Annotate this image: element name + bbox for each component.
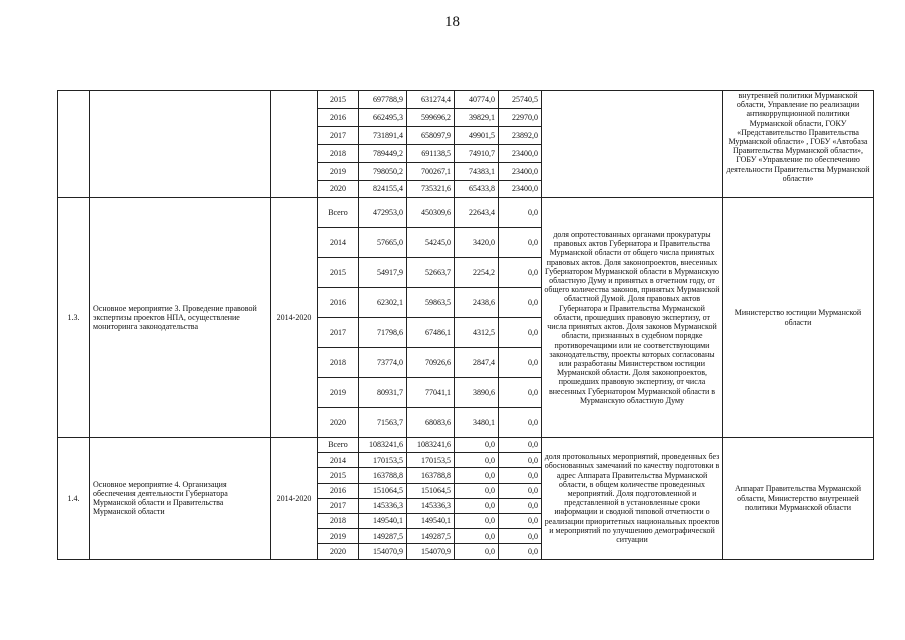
executor: внутренней политики Мурманской области, Управление по реализации антикоррупционной политики Мурманской области, ГОКУ «Представительство Правительства Мурманской области» , ГОБУ «Автобаза Правительства Мурманской области», ГОБУ «Управление по обеспечению деятельности Правительства Мурманской области» bbox=[723, 91, 874, 198]
total-cell: 145336,3 bbox=[359, 498, 407, 513]
activity-name bbox=[90, 91, 271, 198]
year-cell: 2016 bbox=[318, 288, 359, 318]
page-number: 18 bbox=[445, 14, 460, 30]
fund2-cell: 0,0 bbox=[455, 498, 499, 513]
fund1-cell: 54245,0 bbox=[407, 228, 455, 258]
fund2-cell: 0,0 bbox=[455, 513, 499, 528]
fund3-cell: 0,0 bbox=[499, 198, 542, 228]
fund3-cell: 0,0 bbox=[499, 438, 542, 453]
total-cell: 170153,5 bbox=[359, 453, 407, 468]
total-cell: 1083241,6 bbox=[359, 438, 407, 453]
fund2-cell: 2254,2 bbox=[455, 258, 499, 288]
fund1-cell: 599696,2 bbox=[407, 109, 455, 127]
fund2-cell: 0,0 bbox=[455, 529, 499, 544]
fund3-cell: 0,0 bbox=[499, 288, 542, 318]
fund2-cell: 4312,5 bbox=[455, 318, 499, 348]
fund2-cell: 39829,1 bbox=[455, 109, 499, 127]
fund1-cell: 145336,3 bbox=[407, 498, 455, 513]
total-cell: 149287,5 bbox=[359, 529, 407, 544]
total-cell: 149540,1 bbox=[359, 513, 407, 528]
year-cell: 2016 bbox=[318, 483, 359, 498]
fund1-cell: 1083241,6 bbox=[407, 438, 455, 453]
period bbox=[271, 91, 318, 198]
activity-name: Основное мероприятие 4. Организация обеспечения деятельности Губернатора Мурманской области и Правительства Мурманской области bbox=[90, 438, 271, 560]
fund2-cell: 2438,6 bbox=[455, 288, 499, 318]
total-cell: 73774,0 bbox=[359, 348, 407, 378]
fund1-cell: 154070,9 bbox=[407, 544, 455, 559]
period: 2014-2020 bbox=[271, 198, 318, 438]
fund3-cell: 0,0 bbox=[499, 483, 542, 498]
fund2-cell: 22643,4 bbox=[455, 198, 499, 228]
fund3-cell: 0,0 bbox=[499, 258, 542, 288]
year-cell: 2014 bbox=[318, 453, 359, 468]
program-table bbox=[57, 90, 874, 560]
fund2-cell: 74910,7 bbox=[455, 145, 499, 163]
total-cell: 163788,8 bbox=[359, 468, 407, 483]
item-number: 1.4. bbox=[58, 438, 90, 560]
year-cell: 2020 bbox=[318, 181, 359, 198]
total-cell: 151064,5 bbox=[359, 483, 407, 498]
indicators bbox=[542, 91, 723, 198]
fund2-cell: 3480,1 bbox=[455, 408, 499, 438]
item-number bbox=[58, 91, 90, 198]
fund1-cell: 163788,8 bbox=[407, 468, 455, 483]
fund3-cell: 0,0 bbox=[499, 468, 542, 483]
fund3-cell: 23400,0 bbox=[499, 145, 542, 163]
fund2-cell: 2847,4 bbox=[455, 348, 499, 378]
fund1-cell: 151064,5 bbox=[407, 483, 455, 498]
fund1-cell: 170153,5 bbox=[407, 453, 455, 468]
fund1-cell: 149540,1 bbox=[407, 513, 455, 528]
fund3-cell: 0,0 bbox=[499, 529, 542, 544]
total-cell: 71563,7 bbox=[359, 408, 407, 438]
total-cell: 472953,0 bbox=[359, 198, 407, 228]
fund3-cell: 0,0 bbox=[499, 498, 542, 513]
total-cell: 57665,0 bbox=[359, 228, 407, 258]
fund2-cell: 0,0 bbox=[455, 438, 499, 453]
fund3-cell: 0,0 bbox=[499, 408, 542, 438]
fund2-cell: 49901,5 bbox=[455, 127, 499, 145]
fund1-cell: 700267,1 bbox=[407, 163, 455, 181]
fund1-cell: 149287,5 bbox=[407, 529, 455, 544]
table-row bbox=[58, 198, 874, 228]
year-cell: 2018 bbox=[318, 348, 359, 378]
fund3-cell: 23400,0 bbox=[499, 181, 542, 198]
fund1-cell: 77041,1 bbox=[407, 378, 455, 408]
total-cell: 154070,9 bbox=[359, 544, 407, 559]
indicators: доля опротестованных органами прокуратуры правовых актов Губернатора и Правительства Мурманской области от общего числа принятых правовых актов. Доля законопроектов, внесенных Губернатором Мурманской области в Мурманскую областную Думу и принятых в отчетном году, от общего количества законов, принятых Мурманской областной Думой. Доля правовых актов Губернатора и Правительства Мурманской области, прошедших правовую экспертизу, от числа принятых актов. Доля законов Мурманской области, признанных в судебном порядке противоречащими или не соответствующими законодательству, проекты которых согласованы или разработаны Министерством юстиции Мурманской области. Доля законопроектов, прошедших правовую экспертизу, от числа внесенных Губернатором Мурманской области в Мурманскую областную Думу bbox=[542, 198, 723, 438]
total-cell: 62302,1 bbox=[359, 288, 407, 318]
total-cell: 798050,2 bbox=[359, 163, 407, 181]
year-cell: 2017 bbox=[318, 498, 359, 513]
year-cell: 2020 bbox=[318, 408, 359, 438]
fund1-cell: 52663,7 bbox=[407, 258, 455, 288]
fund3-cell: 23892,0 bbox=[499, 127, 542, 145]
year-cell: 2015 bbox=[318, 258, 359, 288]
year-cell: 2019 bbox=[318, 163, 359, 181]
executor: Аппарат Правительства Мурманской области, Министерство внутренней политики Мурманской области bbox=[723, 438, 874, 560]
period: 2014-2020 bbox=[271, 438, 318, 560]
fund2-cell: 65433,8 bbox=[455, 181, 499, 198]
fund3-cell: 0,0 bbox=[499, 348, 542, 378]
fund2-cell: 74383,1 bbox=[455, 163, 499, 181]
total-cell: 71798,6 bbox=[359, 318, 407, 348]
table-row bbox=[58, 91, 874, 109]
year-cell: 2018 bbox=[318, 145, 359, 163]
fund1-cell: 59863,5 bbox=[407, 288, 455, 318]
total-cell: 54917,9 bbox=[359, 258, 407, 288]
total-cell: 697788,9 bbox=[359, 91, 407, 109]
fund2-cell: 0,0 bbox=[455, 544, 499, 559]
fund2-cell: 3420,0 bbox=[455, 228, 499, 258]
fund3-cell: 22970,0 bbox=[499, 109, 542, 127]
total-cell: 789449,2 bbox=[359, 145, 407, 163]
total-cell: 662495,3 bbox=[359, 109, 407, 127]
fund2-cell: 40774,0 bbox=[455, 91, 499, 109]
fund2-cell: 0,0 bbox=[455, 483, 499, 498]
fund3-cell: 0,0 bbox=[499, 378, 542, 408]
year-cell: 2018 bbox=[318, 513, 359, 528]
table-row bbox=[58, 438, 874, 453]
year-cell: 2019 bbox=[318, 378, 359, 408]
fund1-cell: 631274,4 bbox=[407, 91, 455, 109]
total-cell: 731891,4 bbox=[359, 127, 407, 145]
fund2-cell: 3890,6 bbox=[455, 378, 499, 408]
total-cell: 80931,7 bbox=[359, 378, 407, 408]
fund1-cell: 67486,1 bbox=[407, 318, 455, 348]
year-cell: 2014 bbox=[318, 228, 359, 258]
activity-name: Основное мероприятие 3. Проведение правовой экспертизы проектов НПА, осуществление мониторинга законодательства bbox=[90, 198, 271, 438]
year-cell: 2016 bbox=[318, 109, 359, 127]
fund3-cell: 0,0 bbox=[499, 228, 542, 258]
fund1-cell: 735321,6 bbox=[407, 181, 455, 198]
item-number: 1.3. bbox=[58, 198, 90, 438]
fund3-cell: 0,0 bbox=[499, 544, 542, 559]
year-cell: 2017 bbox=[318, 127, 359, 145]
fund3-cell: 23400,0 bbox=[499, 163, 542, 181]
year-cell: 2020 bbox=[318, 544, 359, 559]
year-cell: Всего bbox=[318, 438, 359, 453]
fund1-cell: 450309,6 bbox=[407, 198, 455, 228]
fund1-cell: 658097,9 bbox=[407, 127, 455, 145]
fund3-cell: 0,0 bbox=[499, 318, 542, 348]
fund3-cell: 25740,5 bbox=[499, 91, 542, 109]
fund2-cell: 0,0 bbox=[455, 453, 499, 468]
fund1-cell: 691138,5 bbox=[407, 145, 455, 163]
year-cell: 2015 bbox=[318, 91, 359, 109]
fund3-cell: 0,0 bbox=[499, 453, 542, 468]
total-cell: 824155,4 bbox=[359, 181, 407, 198]
fund1-cell: 70926,6 bbox=[407, 348, 455, 378]
year-cell: 2015 bbox=[318, 468, 359, 483]
year-cell: Всего bbox=[318, 198, 359, 228]
fund3-cell: 0,0 bbox=[499, 513, 542, 528]
year-cell: 2017 bbox=[318, 318, 359, 348]
fund1-cell: 68083,6 bbox=[407, 408, 455, 438]
executor: Министерство юстиции Мурманской области bbox=[723, 198, 874, 438]
indicators: доля протокольных мероприятий, проведенных без обоснованных замечаний по качеству подготовки в адрес Аппарата Правительства Мурманской области, в общем количестве проведенных мероприятий. Доля подготовленной и представленной в установленные сроки информации и сводной типовой отчетности о реализации приоритетных национальных проектов и мероприятий по улучшению демографической ситуации bbox=[542, 438, 723, 560]
year-cell: 2019 bbox=[318, 529, 359, 544]
fund2-cell: 0,0 bbox=[455, 468, 499, 483]
